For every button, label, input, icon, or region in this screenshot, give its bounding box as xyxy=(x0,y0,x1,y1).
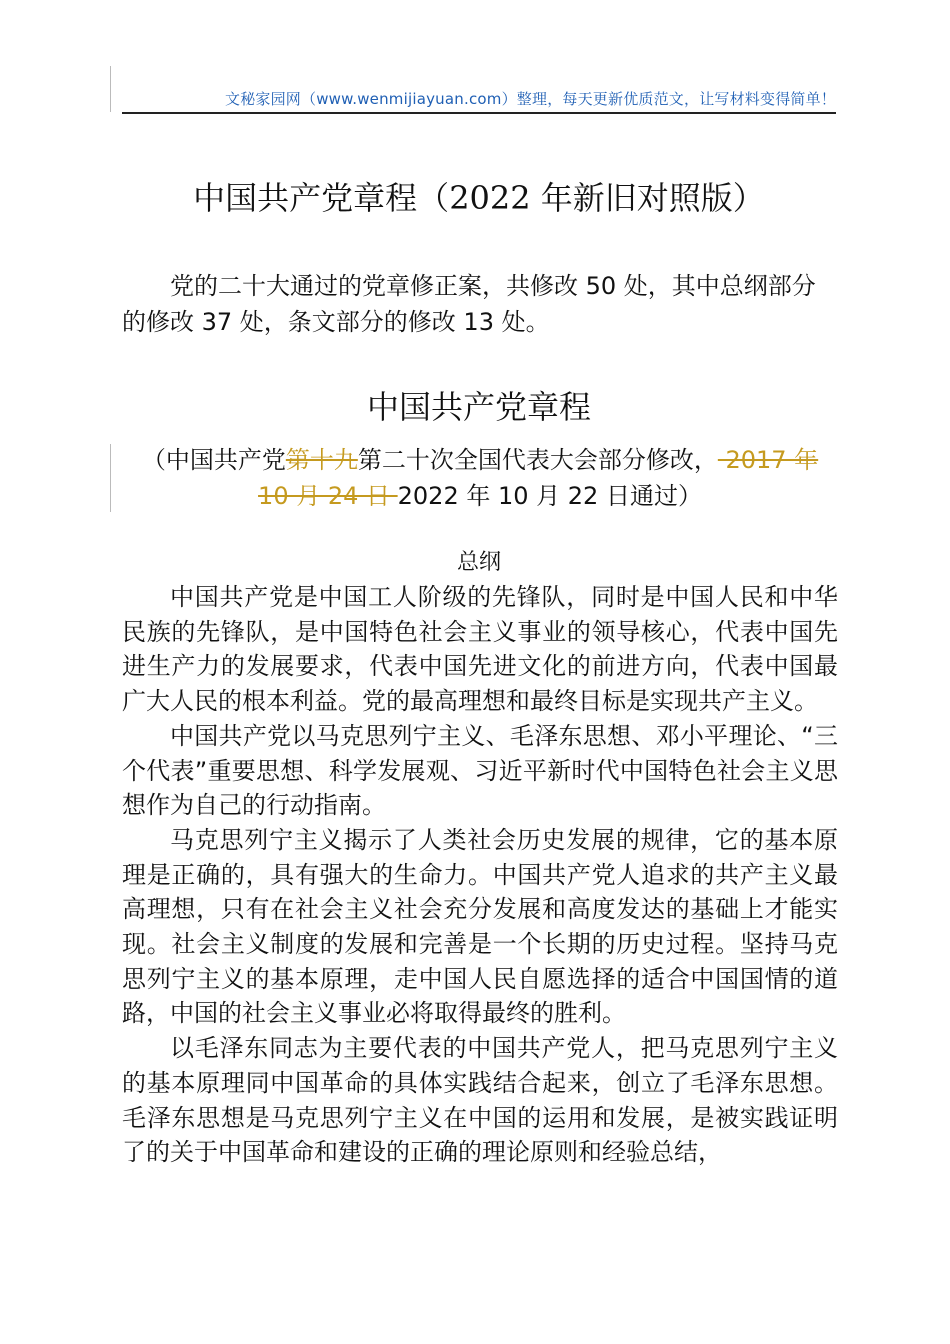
header-site-text: 文秘家园网（www.wenmijiayuan.com）整理，每天更新优质范文，让写材料变得简单！ xyxy=(225,90,836,108)
adoption-open: （中国共产党 xyxy=(141,446,286,474)
deleted-session-text: 第十九 xyxy=(285,446,358,474)
inserted-session-text: 第二十次全国代表大会部分修改， xyxy=(357,446,718,474)
margin-marker-top xyxy=(110,66,111,112)
constitution-title: 中国共产党章程 xyxy=(366,388,591,426)
inserted-date-text: 2022 年 10 月 22 日通过） xyxy=(397,482,702,510)
general-program-body xyxy=(122,580,838,1170)
section-heading-general-program: 总纲 xyxy=(456,550,501,575)
title-prefix: 中国共产党章程（ xyxy=(193,179,450,217)
body-paragraph: 以毛泽东同志为主要代表的中国共产党人，把马克思列宁主义的基本原理同中国革命的具体实践结合起来，创立了毛泽东思想。毛泽东思想是马克思列宁主义在中国的运用和发展，是被实践证明了的关于中国革命和建设的正确的理论原则和经验总结， xyxy=(122,1034,838,1167)
title-suffix: 年新旧对照版） xyxy=(530,179,765,217)
title-year: 2022 xyxy=(449,179,531,217)
page-header xyxy=(122,86,836,114)
body-paragraph: 中国共产党是中国工人阶级的先锋队，同时是中国人民和中华民族的先锋队，是中国特色社会主义事业的领导核心，代表中国先进生产力的发展要求，代表中国先进文化的前进方向，代表中国最广大人民的根本利益。党的最高理想和最终目标是实现共产主义。 xyxy=(122,583,838,716)
margin-marker-middle xyxy=(110,444,111,512)
document-title xyxy=(122,176,836,220)
body-paragraph: 中国共产党以马克思列宁主义、毛泽东思想、邓小平理论、“三个代表”重要思想、科学发展观、习近平新时代中国特色社会主义思想作为自己的行动指南。 xyxy=(122,721,838,820)
adoption-note xyxy=(130,442,830,514)
intro-paragraph: 党的二十大通过的党章修正案，共修改 50 处，其中总纲部分的修改 37 处，条文部分的修改 13 处。 xyxy=(122,272,816,336)
body-paragraph: 马克思列宁主义揭示了人类社会历史发展的规律，它的基本原理是正确的，具有强大的生命力。中国共产党人追求的共产主义最高理想，只有在社会主义社会充分发展和高度发达的基础上才能实现。社会主义制度的发展和完善是一个长期的历史过程。坚持马克思列宁主义的基本原理，走中国人民自愿选择的适合中国国情的道路，中国的社会主义事业必将取得最终的胜利。 xyxy=(122,825,838,1028)
deleted-date-text: 2017 年 10 月 24 日 xyxy=(258,446,819,510)
